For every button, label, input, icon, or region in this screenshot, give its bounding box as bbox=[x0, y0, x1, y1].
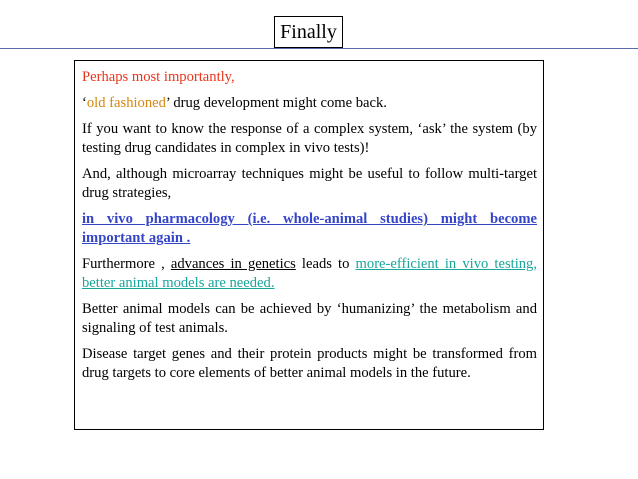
paragraph-6-middle: leads to bbox=[295, 256, 356, 272]
paragraph-6-prefix: Furthermore , bbox=[82, 256, 171, 272]
open-quote: ‘ bbox=[82, 95, 87, 111]
slide-title: Finally bbox=[274, 16, 343, 48]
content-box bbox=[74, 60, 544, 430]
in-vivo-pharmacology-link[interactable]: in vivo pharmacology (i.e. whole-animal studies) might become important again . bbox=[82, 211, 537, 246]
header-rule bbox=[0, 48, 638, 49]
advances-in-genetics-text: advances in genetics bbox=[170, 256, 296, 272]
efficient-testing-link[interactable]: more-efficient in vivo testing, better animal models are needed. bbox=[82, 256, 537, 291]
paragraph-8: Disease target genes and their protein products might be transformed from drug targets to core elements of better animal models in the future. bbox=[82, 346, 537, 381]
paragraph-5 bbox=[82, 210, 537, 248]
paragraph-1: Perhaps most importantly, bbox=[82, 69, 235, 85]
paragraph-3: If you want to know the response of a complex system, ‘ask’ the system (by testing drug candidates in complex in vivo tests)! bbox=[82, 121, 537, 156]
paragraph-2 bbox=[82, 94, 537, 113]
paragraph-2-rest: ’ drug development might come back. bbox=[165, 95, 387, 111]
old-fashioned-text: old fashioned bbox=[86, 95, 166, 111]
paragraph-7: Better animal models can be achieved by ‘humanizing’ the metabolism and signaling of test animals. bbox=[82, 301, 537, 336]
paragraph-6 bbox=[82, 255, 537, 293]
paragraph-4: And, although microarray techniques might be useful to follow multi-target drug strategies, bbox=[82, 166, 537, 201]
